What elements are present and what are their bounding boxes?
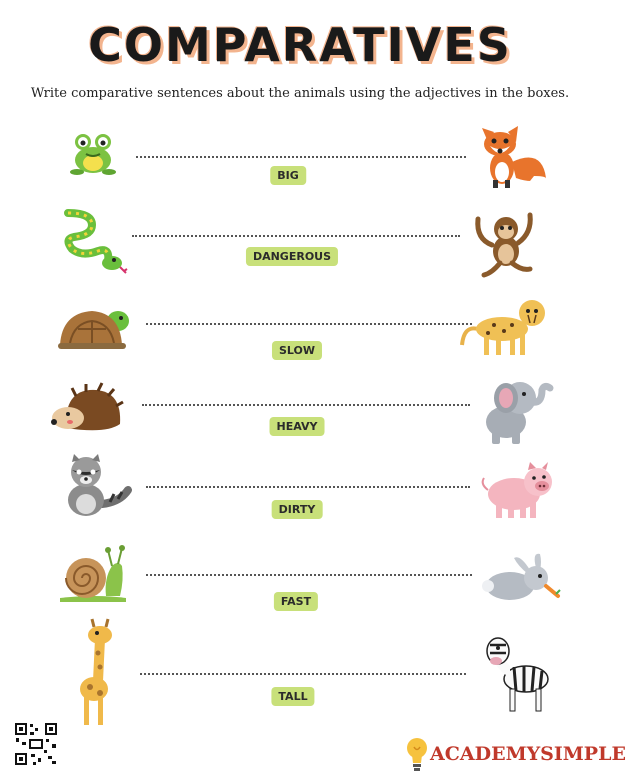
exercise-row-3 (0, 295, 600, 375)
exercise-row-6 (0, 542, 600, 622)
giraffe-icon (70, 619, 130, 727)
brand-name[interactable]: ACADEMYSIMPLE (430, 743, 626, 765)
worksheet-title: COMPARATIVES (88, 18, 512, 72)
answer-line[interactable] (146, 323, 472, 325)
adjective-badge: DIRTY (272, 500, 323, 519)
exercise-row-4 (0, 372, 600, 452)
rabbit-icon (480, 552, 560, 604)
lightbulb-icon (404, 735, 430, 773)
qr-code-icon[interactable] (14, 722, 58, 766)
instructions: Write comparative sentences about the animals using the adjectives in the boxes. (30, 86, 570, 101)
answer-line[interactable] (146, 574, 472, 576)
answer-line[interactable] (132, 235, 460, 237)
answer-line[interactable] (140, 673, 466, 675)
answer-line[interactable] (136, 156, 466, 158)
exercise-row-7 (0, 615, 600, 703)
adjective-badge: FAST (274, 592, 318, 611)
adjective-badge: TALL (271, 687, 314, 706)
adjective-badge: BIG (270, 166, 306, 185)
snail-icon (56, 544, 130, 604)
adjective-badge: DANGEROUS (246, 247, 338, 266)
zebra-icon (484, 631, 560, 713)
answer-line[interactable] (142, 404, 470, 406)
frog-icon (68, 126, 118, 176)
turtle-icon (54, 299, 138, 357)
elephant-icon (476, 374, 554, 446)
raccoon-icon (58, 452, 130, 520)
snake-icon (62, 207, 128, 277)
fox-icon (472, 118, 550, 190)
exercise-row-1 (0, 118, 600, 198)
hedgehog-icon (46, 382, 124, 436)
adjective-badge: SLOW (272, 341, 322, 360)
exercise-row-5 (0, 452, 600, 532)
answer-line[interactable] (146, 486, 470, 488)
adjective-badge: HEAVY (270, 417, 325, 436)
pig-icon (478, 458, 560, 524)
monkey-icon (470, 209, 542, 279)
cheetah-icon (458, 295, 552, 359)
exercise-row-2 (0, 205, 600, 285)
